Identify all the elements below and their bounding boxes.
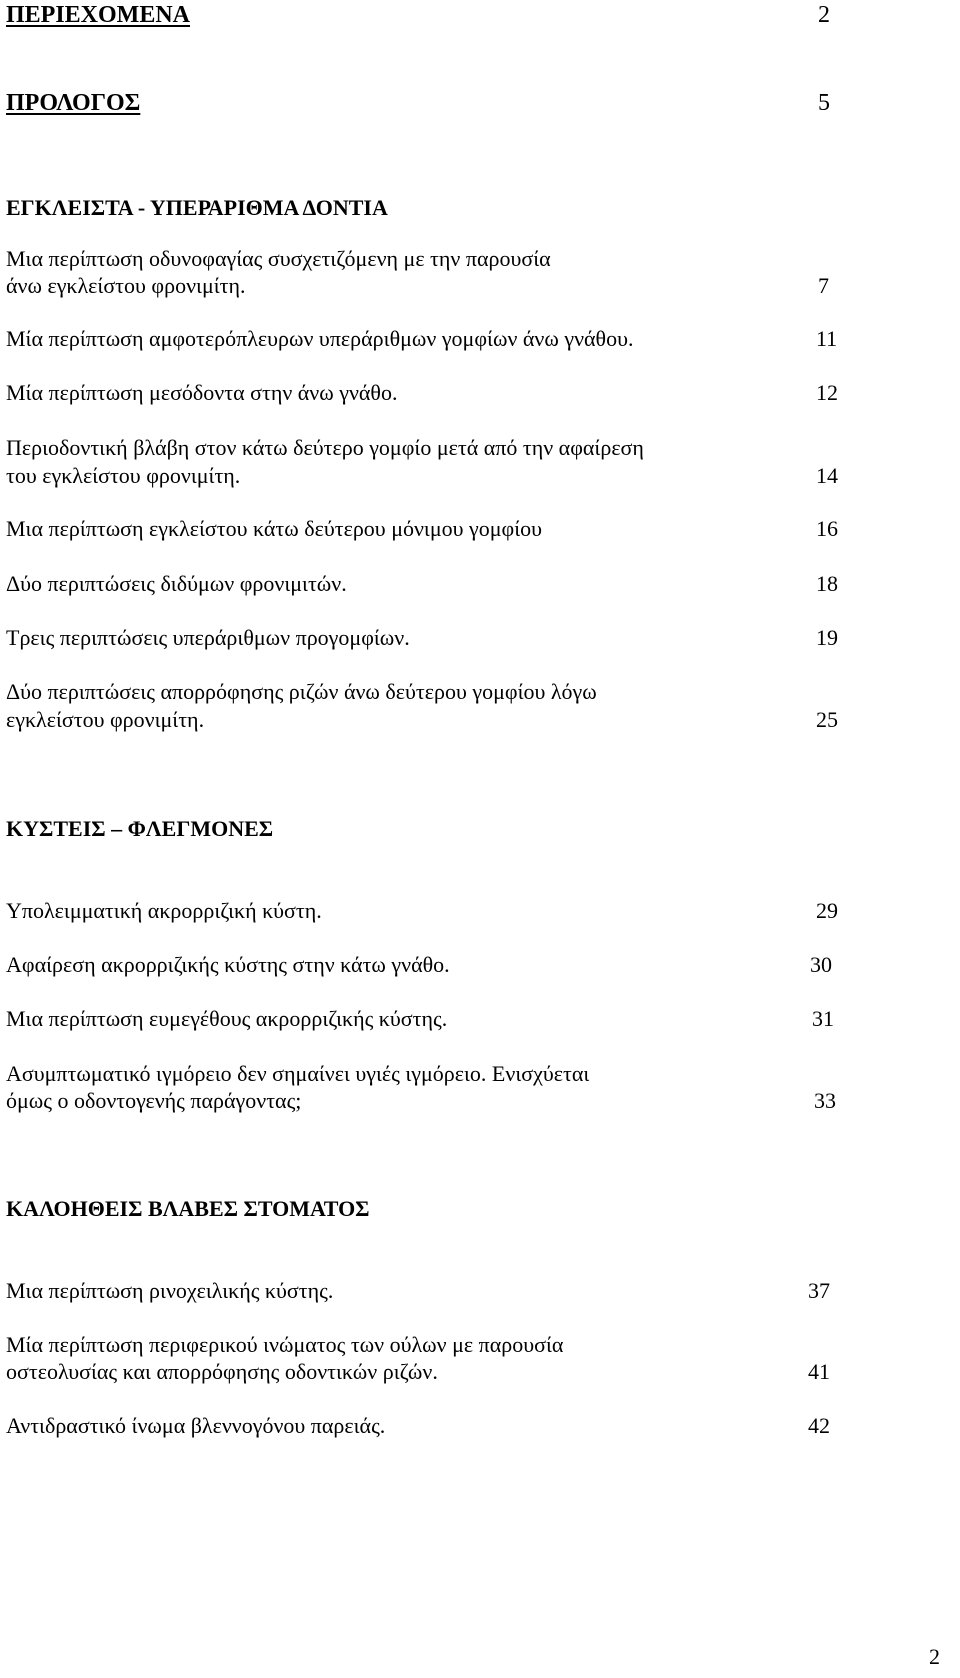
toc-contents-page: 2 (818, 2, 830, 28)
toc-entry-page: 16 (816, 516, 838, 541)
toc-entry-page: 7 (818, 273, 829, 298)
toc-contents-label: ΠΕΡΙΕΧΟΜΕΝΑ (6, 2, 191, 28)
toc-entry-page: 19 (816, 625, 838, 650)
toc-entry-line: του εγκλείστου φρονιμίτη. (6, 463, 241, 488)
toc-entry-page: 25 (816, 707, 838, 732)
toc-entry-line: Τρεις περιπτώσεις υπεράριθμων προγομφίων. (6, 625, 410, 650)
toc-entry-line: όμως ο οδοντογενής παράγοντας; (6, 1088, 302, 1113)
toc-entry-page: 14 (816, 463, 838, 488)
section-title: ΚΑΛΟΗΘΕΙΣ ΒΛΑΒΕΣ ΣΤΟΜΑΤΟΣ (6, 1196, 370, 1221)
toc-entry-line: Αφαίρεση ακρορριζικής κύστης στην κάτω γνάθο. (6, 952, 450, 977)
toc-entry-line: άνω εγκλείστου φρονιμίτη. (6, 273, 246, 298)
page-number: 2 (929, 1644, 940, 1669)
toc-entry-line: Υπολειμματική ακρορριζική κύστη. (6, 898, 322, 923)
toc-entry-page: 29 (816, 898, 838, 923)
toc-entry-line: Μία περίπτωση αμφοτερόπλευρων υπεράριθμων γομφίων άνω γνάθου. (6, 326, 634, 351)
toc-entry-line: Μια περίπτωση οδυνοφαγίας συσχετιζόμενη με την παρουσία (6, 246, 551, 271)
section-title: ΚΥΣΤΕΙΣ – ΦΛΕΓΜΟΝΕΣ (6, 816, 274, 841)
toc-prologue-label: ΠΡΟΛΟΓΟΣ (6, 90, 141, 116)
toc-entry-line: Δύο περιπτώσεις απορρόφησης ριζών άνω δεύτερου γομφίου λόγω (6, 679, 597, 704)
toc-entry-page: 31 (812, 1006, 834, 1031)
toc-entry-line: Μια περίπτωση εγκλείστου κάτω δεύτερου μόνιμου γομφίου (6, 516, 543, 541)
toc-entry-page: 42 (808, 1413, 830, 1438)
toc-entry-line: οστεολυσίας και απορρόφησης οδοντικών ριζών. (6, 1359, 438, 1384)
toc-entry-page: 12 (816, 380, 838, 405)
toc-entry-line: Μία περίπτωση περιφερικού ινώματος των ούλων με παρουσία (6, 1332, 564, 1357)
toc-entry-line: Αντιδραστικό ίνωμα βλεννογόνου παρειάς. (6, 1413, 386, 1438)
toc-entry-page: 41 (808, 1359, 830, 1384)
toc-entry-line: Μια περίπτωση ευμεγέθους ακρορριζικής κύστης. (6, 1006, 448, 1031)
toc-entry-line: Μια περίπτωση ρινοχειλικής κύστης. (6, 1278, 334, 1303)
toc-entry-line: εγκλείστου φρονιμίτη. (6, 707, 205, 732)
toc-entry-page: 11 (816, 326, 838, 351)
toc-entry-page: 37 (808, 1278, 830, 1303)
toc-entry-line: Περιοδοντική βλάβη στον κάτω δεύτερο γομφίο μετά από την αφαίρεση (6, 435, 644, 460)
toc-entry-line: Δύο περιπτώσεις διδύμων φρονιμιτών. (6, 571, 347, 596)
toc-prologue-page: 5 (818, 90, 830, 116)
toc-entry-page: 30 (810, 952, 832, 977)
toc-entry-line: Μία περίπτωση μεσόδοντα στην άνω γνάθο. (6, 380, 398, 405)
section-title: ΕΓΚΛΕΙΣΤΑ - ΥΠΕΡΑΡΙΘΜΑ ΔΟΝΤΙΑ (6, 195, 388, 220)
toc-entry-page: 33 (814, 1088, 836, 1113)
toc-entry-page: 18 (816, 571, 838, 596)
toc-entry-line: Ασυμπτωματικό ιγμόρειο δεν σημαίνει υγιές ιγμόρειο. Ενισχύεται (6, 1061, 590, 1086)
